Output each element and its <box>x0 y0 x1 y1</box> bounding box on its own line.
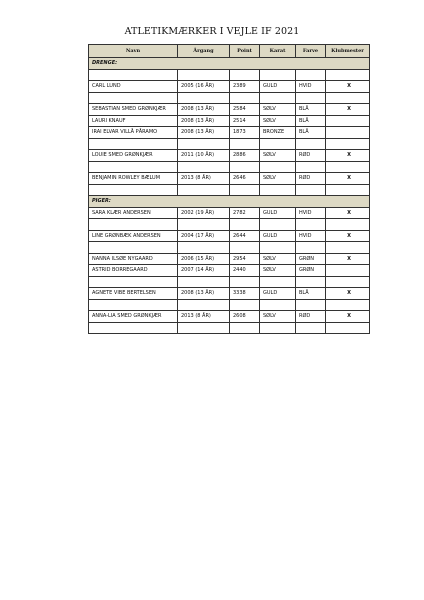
blank-row <box>89 322 370 334</box>
karat-cell: SØLV <box>260 150 296 162</box>
empty-cell <box>296 138 326 150</box>
farve-cell: HVID <box>296 81 326 93</box>
empty-cell <box>230 299 260 311</box>
empty-cell <box>260 138 296 150</box>
empty-cell <box>178 276 230 288</box>
klubmester-cell <box>326 265 370 277</box>
header-point: Point <box>230 45 260 58</box>
empty-cell <box>89 184 178 196</box>
empty-cell <box>260 322 296 334</box>
blank-row <box>89 184 370 196</box>
section-row <box>89 58 370 70</box>
empty-cell <box>326 322 370 334</box>
athlete-name-cell: SEBASTIAN SMED GRØNKJÆR <box>89 104 178 116</box>
klubmester-cell: X <box>326 311 370 323</box>
empty-cell <box>326 161 370 173</box>
empty-cell <box>89 219 178 231</box>
empty-cell <box>260 219 296 231</box>
empty-cell <box>296 92 326 104</box>
year-cell: 2004 (17 ÅR) <box>178 230 230 242</box>
empty-cell <box>326 184 370 196</box>
klubmester-cell <box>326 115 370 127</box>
empty-cell <box>230 69 260 81</box>
blank-row <box>89 219 370 231</box>
klubmester-cell: X <box>326 81 370 93</box>
empty-cell <box>178 161 230 173</box>
empty-cell <box>230 184 260 196</box>
table-row <box>89 104 370 116</box>
points-cell: 2584 <box>230 104 260 116</box>
karat-cell: SØLV <box>260 265 296 277</box>
klubmester-cell: X <box>326 230 370 242</box>
points-cell: 1873 <box>230 127 260 139</box>
points-cell: 2514 <box>230 115 260 127</box>
empty-cell <box>326 242 370 254</box>
blank-row <box>89 299 370 311</box>
klubmester-cell: X <box>326 104 370 116</box>
empty-cell <box>89 299 178 311</box>
blank-row <box>89 276 370 288</box>
empty-cell <box>296 69 326 81</box>
empty-cell <box>296 184 326 196</box>
farve-cell: RØD <box>296 311 326 323</box>
empty-cell <box>260 184 296 196</box>
blank-row <box>89 242 370 254</box>
section-row <box>89 196 370 208</box>
year-cell: 2011 (10 ÅR) <box>178 150 230 162</box>
empty-cell <box>296 299 326 311</box>
empty-cell <box>230 161 260 173</box>
header-navn: Navn <box>89 45 178 58</box>
year-cell: 2013 (8 ÅR) <box>178 173 230 185</box>
section-label: PIGER: <box>89 196 370 208</box>
farve-cell: GRØN <box>296 265 326 277</box>
table-row <box>89 115 370 127</box>
empty-cell <box>326 219 370 231</box>
table-row <box>89 288 370 300</box>
empty-cell <box>178 92 230 104</box>
farve-cell: HVID <box>296 230 326 242</box>
empty-cell <box>89 69 178 81</box>
table-row <box>89 127 370 139</box>
empty-cell <box>178 242 230 254</box>
points-cell: 2608 <box>230 311 260 323</box>
farve-cell: GRØN <box>296 253 326 265</box>
klubmester-cell: X <box>326 173 370 185</box>
points-cell: 2954 <box>230 253 260 265</box>
farve-cell: HVID <box>296 207 326 219</box>
empty-cell <box>230 242 260 254</box>
blank-row <box>89 161 370 173</box>
empty-cell <box>230 276 260 288</box>
table-row <box>89 311 370 323</box>
farve-cell: RØD <box>296 150 326 162</box>
athletics-badge-table <box>88 44 370 334</box>
farve-cell: BLÅ <box>296 127 326 139</box>
empty-cell <box>178 138 230 150</box>
karat-cell: SØLV <box>260 311 296 323</box>
empty-cell <box>178 322 230 334</box>
athlete-name-cell: ANNA-LIA SMED GRØNKJÆR <box>89 311 178 323</box>
athlete-name-cell: LOUIE SMED GRØNKJÆR <box>89 150 178 162</box>
points-cell: 2782 <box>230 207 260 219</box>
year-cell: 2002 (19 ÅR) <box>178 207 230 219</box>
karat-cell: GULD <box>260 288 296 300</box>
empty-cell <box>178 69 230 81</box>
athlete-name-cell: ASTRID BORREGAARD <box>89 265 178 277</box>
empty-cell <box>326 138 370 150</box>
karat-cell: SØLV <box>260 104 296 116</box>
year-cell: 2008 (13 ÅR) <box>178 104 230 116</box>
athlete-name-cell: BENJAMIN ROWLEY BÆLUM <box>89 173 178 185</box>
empty-cell <box>326 276 370 288</box>
empty-cell <box>89 322 178 334</box>
empty-cell <box>260 92 296 104</box>
table-row <box>89 173 370 185</box>
empty-cell <box>260 69 296 81</box>
header-row <box>89 45 370 58</box>
klubmester-cell: X <box>326 207 370 219</box>
document-title: ATLETIKMÆRKER I VEJLE IF 2021 <box>124 26 300 37</box>
empty-cell <box>89 242 178 254</box>
farve-cell: RØD <box>296 173 326 185</box>
year-cell: 2008 (13 ÅR) <box>178 288 230 300</box>
athlete-name-cell: SARA KLÆR ANDERSEN <box>89 207 178 219</box>
year-cell: 2007 (14 ÅR) <box>178 265 230 277</box>
klubmester-cell: X <box>326 150 370 162</box>
empty-cell <box>230 219 260 231</box>
table-row <box>89 230 370 242</box>
athlete-name-cell: IRAI ELVAR VILLÅ PÅRAMO <box>89 127 178 139</box>
year-cell: 2008 (13 ÅR) <box>178 115 230 127</box>
klubmester-cell: X <box>326 253 370 265</box>
empty-cell <box>260 161 296 173</box>
year-cell: 2008 (13 ÅR) <box>178 127 230 139</box>
blank-row <box>89 138 370 150</box>
blank-row <box>89 92 370 104</box>
points-cell: 2389 <box>230 81 260 93</box>
empty-cell <box>296 276 326 288</box>
points-cell: 2886 <box>230 150 260 162</box>
athlete-name-cell: AGNETE VIBE BERTELSEN <box>89 288 178 300</box>
points-cell: 2440 <box>230 265 260 277</box>
karat-cell: BRONZE <box>260 127 296 139</box>
empty-cell <box>260 276 296 288</box>
karat-cell: GULD <box>260 207 296 219</box>
blank-row <box>89 69 370 81</box>
empty-cell <box>260 299 296 311</box>
empty-cell <box>89 92 178 104</box>
empty-cell <box>230 92 260 104</box>
points-cell: 3338 <box>230 288 260 300</box>
header-karat: Karat <box>260 45 296 58</box>
year-cell: 2006 (15 ÅR) <box>178 253 230 265</box>
empty-cell <box>89 161 178 173</box>
karat-cell: GULD <box>260 81 296 93</box>
table-body <box>89 58 370 334</box>
table-row <box>89 253 370 265</box>
header-argang: Årgang <box>178 45 230 58</box>
empty-cell <box>296 219 326 231</box>
klubmester-cell <box>326 127 370 139</box>
farve-cell: BLÅ <box>296 288 326 300</box>
empty-cell <box>326 299 370 311</box>
header-farve: Farve <box>296 45 326 58</box>
farve-cell: BLÅ <box>296 115 326 127</box>
karat-cell: SØLV <box>260 115 296 127</box>
athlete-name-cell: NANNA ILSØE NYGAARD <box>89 253 178 265</box>
klubmester-cell: X <box>326 288 370 300</box>
empty-cell <box>296 242 326 254</box>
karat-cell: SØLV <box>260 253 296 265</box>
empty-cell <box>260 242 296 254</box>
empty-cell <box>89 276 178 288</box>
athlete-name-cell: CARL LUND <box>89 81 178 93</box>
empty-cell <box>178 299 230 311</box>
empty-cell <box>178 219 230 231</box>
points-cell: 2644 <box>230 230 260 242</box>
table-row <box>89 265 370 277</box>
year-cell: 2005 (16 ÅR) <box>178 81 230 93</box>
athlete-name-cell: LAURI KNAUF <box>89 115 178 127</box>
table-row <box>89 81 370 93</box>
empty-cell <box>326 69 370 81</box>
table-row <box>89 207 370 219</box>
empty-cell <box>230 322 260 334</box>
section-label: DRENGE: <box>89 58 370 70</box>
year-cell: 2013 (8 ÅR) <box>178 311 230 323</box>
table-row <box>89 150 370 162</box>
header-klubmester: Klubmester <box>326 45 370 58</box>
points-cell: 2646 <box>230 173 260 185</box>
empty-cell <box>326 92 370 104</box>
athlete-name-cell: LINE GRØNBÆK ANDERSEN <box>89 230 178 242</box>
empty-cell <box>89 138 178 150</box>
empty-cell <box>296 161 326 173</box>
empty-cell <box>296 322 326 334</box>
karat-cell: GULD <box>260 230 296 242</box>
karat-cell: SØLV <box>260 173 296 185</box>
empty-cell <box>178 184 230 196</box>
empty-cell <box>230 138 260 150</box>
farve-cell: BLÅ <box>296 104 326 116</box>
